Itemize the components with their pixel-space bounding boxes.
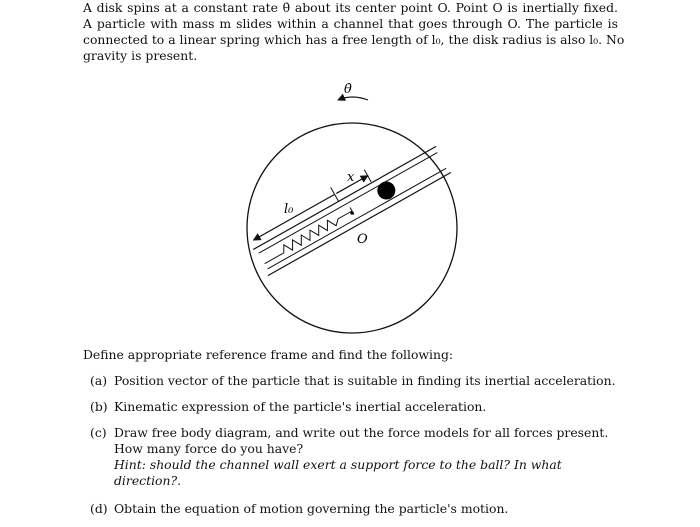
l0-tick [331,187,339,201]
x-label: x [347,170,355,185]
x-tick [364,170,371,182]
question-list [90,373,620,527]
question-b [90,399,620,415]
question-text: Draw free body diagram, and write out the force models for all forces present. How many force do you have? [114,425,609,456]
disk-figure [240,78,465,340]
question-hint: Hint: should the channel wall exert a support force to the ball? In what direction?. [114,457,562,488]
l0-label: l₀ [284,202,294,217]
particle [374,178,399,203]
channel-outer-line-top [253,146,436,249]
channel [245,132,451,275]
o-label: O [357,232,368,247]
statement-line-1: A disk spins at a constant rate θ̇ about its center point O. Point O is inertially fixed. [83,0,618,15]
statement-line-3: connected to a linear spring which has a free length of l₀, the disk radius is also l₀. No [83,32,625,47]
question-label: (a) [90,373,108,388]
question-text: Position vector of the particle that is suitable in finding its inertial acceleration. [114,373,616,388]
disk-diagram [240,78,465,340]
question-label: (b) [90,399,108,414]
question-label: (d) [90,501,108,516]
question-d [90,501,620,517]
question-text: Obtain the equation of motion governing the particle's motion. [114,501,509,516]
define-instruction: Define appropriate reference frame and find the following: [83,347,454,362]
question-c [90,425,620,489]
channel-outer-line-bottom [268,173,451,276]
center-point [350,211,354,215]
question-label: (c) [90,425,107,440]
theta-dot-label: θ̇ [344,82,352,97]
problem-statement [83,0,625,64]
rotation-arrow [338,97,368,100]
statement-line-4: gravity is present. [83,48,198,63]
channel-inner-line-bottom [268,168,447,269]
statement-line-2: A particle with mass m slides within a channel that goes through O. The particle is [83,16,618,31]
question-a [90,373,620,389]
question-text: Kinematic expression of the particle's inertial acceleration. [114,399,487,414]
